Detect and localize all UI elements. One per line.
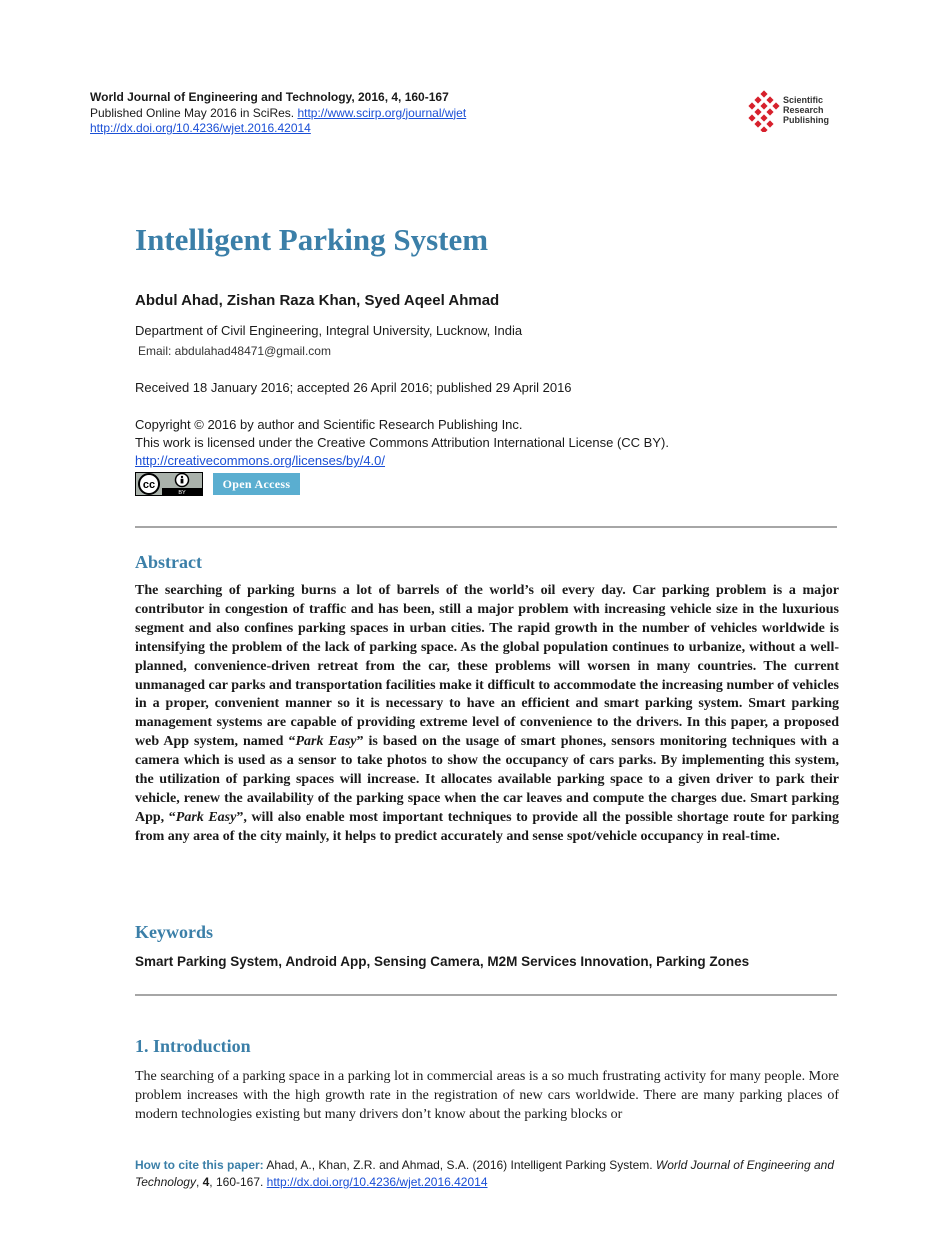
app-name: Park Easy xyxy=(175,809,237,825)
citation-text-2: , xyxy=(195,1175,203,1189)
published-text: Published Online May 2016 in SciRes. xyxy=(90,105,298,120)
citation-volume: 4 xyxy=(202,1175,210,1189)
citation-text-1: Ahad, A., Khan, Z.R. and Ahmad, S.A. (2016) Intelligent Parking System. xyxy=(263,1158,656,1172)
logo-diamond xyxy=(760,90,767,97)
license-line: This work is licensed under the Creative Commons Attribution International License (CC BY). xyxy=(135,435,669,450)
copyright-line: Copyright © 2016 by author and Scientific Research Publishing Inc. xyxy=(135,417,523,432)
logo-diamond xyxy=(760,126,767,132)
logo-line-3: Publishing xyxy=(783,115,829,125)
abstract-body xyxy=(135,582,839,847)
abstract-text-1: The searching of parking burns a lot of barrels of the world’s oil every day. Car parking problem is a major contributor in congestion of traffic and has been, still a major problem with increasing vehicle size in the luxurious segment and also confines parking spaces in urban cities. The rapid growth in the number of vehicles worldwide is intensifying the problem of the lack of parking space. As the global population continues to urbanize, without a well-planned, convenience-driven retreat from the car, these problems will worsen in many countries. The current unmanaged car parks and transportation facilities make it difficult to accommodate the increasing number of vehicles in a proper, convenient manner so it is necessary to have an efficient and smart parking system. Smart parking management systems are capable of providing extreme level of convenience to the drivers. In this paper, a proposed web App system, named “ xyxy=(135,583,839,750)
logo-diamond xyxy=(772,102,779,109)
introduction-body: The searching of a parking space in a parking lot in commercial areas is a so much frustrating activity for many people. More problem increases with the high growth rate in the registration of new cars worldwide. There are many parking places of modern technologies existing but many drivers don’t know about the parking blocks or xyxy=(135,1069,839,1122)
citation-label: How to cite this paper: xyxy=(135,1158,264,1172)
keywords-list: Smart Parking System, Android App, Sensing Camera, M2M Services Innovation, Parking Zones xyxy=(135,954,750,969)
email: Email: abdulahad48471@gmail.com xyxy=(138,344,331,358)
logo-diamond xyxy=(766,120,773,127)
published-line xyxy=(90,106,466,122)
citation-block xyxy=(135,1157,839,1191)
logo-diamond xyxy=(754,108,761,115)
citation-journal: World Journal of Engineering and Technology xyxy=(135,1158,835,1189)
authors: Abdul Ahad, Zishan Raza Khan, Syed Aqeel Ahmad xyxy=(135,292,500,309)
logo-diamond xyxy=(754,96,761,103)
logo-diamond xyxy=(766,108,773,115)
logo-diamond xyxy=(760,102,767,109)
scirp-logo xyxy=(746,90,846,132)
logo-diamond xyxy=(766,96,773,103)
affiliation: Department of Civil Engineering, Integral University, Lucknow, India xyxy=(135,323,523,338)
keywords-heading: Keywords xyxy=(135,922,213,942)
open-access-badge[interactable]: Open Access xyxy=(213,473,300,495)
abstract-heading: Abstract xyxy=(135,552,202,572)
divider-bottom xyxy=(135,994,837,996)
app-name: Park Easy xyxy=(295,734,357,750)
journal-header xyxy=(90,90,466,137)
paper-title: Intelligent Parking System xyxy=(135,222,489,257)
citation-doi-link[interactable]: http://dx.doi.org/10.4236/wjet.2016.42014 xyxy=(266,1175,488,1189)
introduction-heading: 1. Introduction xyxy=(135,1036,251,1056)
journal-line: World Journal of Engineering and Technology, 2016, 4, 160-167 xyxy=(90,90,449,104)
cc-by-badge-icon[interactable] xyxy=(135,472,203,496)
abstract-text-3: ”, will also enable most important techniques to provide all the possible shortage route for parking from any area of the city mainly, it helps to predict accurately and sense spot/vehicle occupancy in real-time. xyxy=(135,809,840,844)
logo-diamond xyxy=(760,114,767,121)
logo-line-1: Scientific xyxy=(783,95,824,105)
received-dates: Received 18 January 2016; accepted 26 April 2016; published 29 April 2016 xyxy=(135,380,572,395)
doi-link[interactable]: http://dx.doi.org/10.4236/wjet.2016.42014 xyxy=(90,121,311,135)
by-label: BY xyxy=(178,490,186,496)
logo-diamond xyxy=(754,120,761,127)
logo-line-2: Research xyxy=(783,105,824,115)
divider-top xyxy=(135,526,837,528)
logo-diamond xyxy=(748,102,755,109)
diamond-cluster-icon xyxy=(746,90,782,132)
logo-text xyxy=(783,95,829,125)
cc-label: cc xyxy=(142,479,156,491)
citation-text-3: , 160-167. xyxy=(209,1175,267,1189)
logo-diamond xyxy=(748,114,755,121)
copyright-block xyxy=(135,416,669,470)
abstract-text-2: ” is based on the usage of smart phones, sensors monitoring techniques with a camera which is used as a sensor to take photos to show the occupancy of cars parks. By implementing this system, the utilization of parking spaces will increase. It allocates available parking space to a given driver to park their vehicle, renew the availability of the parking space when the car leaves and compute the charges due. Smart parking App, “ xyxy=(135,734,839,825)
journal-link[interactable]: http://www.scirp.org/journal/wjet xyxy=(297,105,467,120)
license-link[interactable]: http://creativecommons.org/licenses/by/4.0/ xyxy=(135,453,386,468)
